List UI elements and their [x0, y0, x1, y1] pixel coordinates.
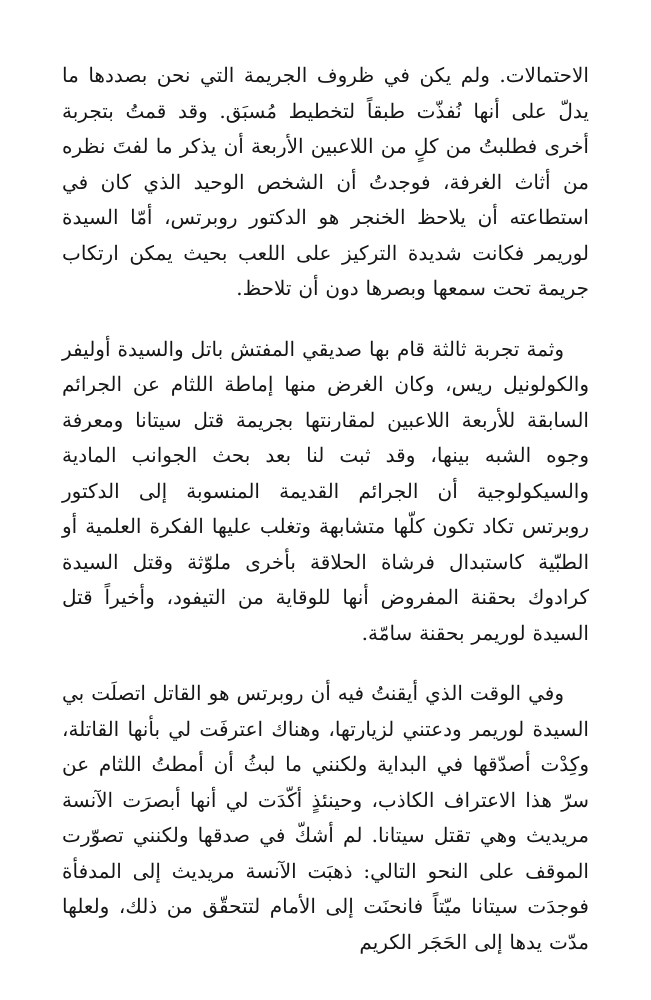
paragraph-1: الاحتمالات. ولم يكن في ظروف الجريمة التي نحن بصددها ما يدلّ على أنها نُفذّت طبقاً لتخطيط مُسبَق. وقد قمتُ بتجربة أخرى فطلبتُ من كلٍ من اللاعبين الأربعة أن يذكر ما لفتَ نظره من أثاث الغرفة، فوجدتُ أن الشخص الوحيد الذي كان في استطاعته أن يلاحظ الخنجر هو الدكتور روبرتس، أمّا السيدة لوريمر فكانت شديدة التركيز على اللعب بحيث يمكن ارتكاب جريمة تحت سمعها وبصرها دون أن تلاحظ.	[62, 63, 589, 300]
paragraph-2: وثمة تجربة ثالثة قام بها صديقي المفتش باتل والسيدة أوليفر والكولونيل ريس، وكان الغرض منها إماطة اللثام عن الجرائم السابقة للأربعة اللاعبين لمقارنتها بجريمة قتل سيتانا ومعرفة وجوه الشبه بينها، وقد ثبت لنا بعد بحث الجوانب المادية والسيكولوجية أن الجرائم القديمة المنسوبة إلى الدكتور روبرتس تكاد تكون كلّها متشابهة وتغلب عليها الفكرة العلمية أو الطبّية كاستبدال فرشاة الحلاقة بأخرى ملوّثة وقتل السيدة كرادوك بحقنة المفروض أنها للوقاية من التيفود، وأخيراً قتل السيدة لوريمر بحقنة سامّة.	[62, 336, 589, 645]
paragraph-3: وفي الوقت الذي أيقنتُ فيه أن روبرتس هو القاتل اتصلَت بي السيدة لوريمر ودعتني لزيارتها، وهناك اعترفَت لي بأنها القاتلة، وكِدْت أصدّقها في البداية ولكنني ما لبثُ أن أمطتُ اللثام عن سرّ هذا الاعتراف الكاذب، وحينئذٍ أكّدَت لي أنها أبصرَت الآنسة مريديث وهي تقتل سيتانا. لم أشكّ في صدقها ولكنني تصوّرت الموقف على النحو التالي: ذهبَت الآنسة مريديث إلى المدفأة فوجدَت سيتانا ميّتاً فانحنَت إلى الأمام لتتحقّق من ذلك، ولعلها مدّت يدها إلى الحَجَر الكريم	[62, 681, 589, 954]
book-page	[62, 58, 589, 1000]
